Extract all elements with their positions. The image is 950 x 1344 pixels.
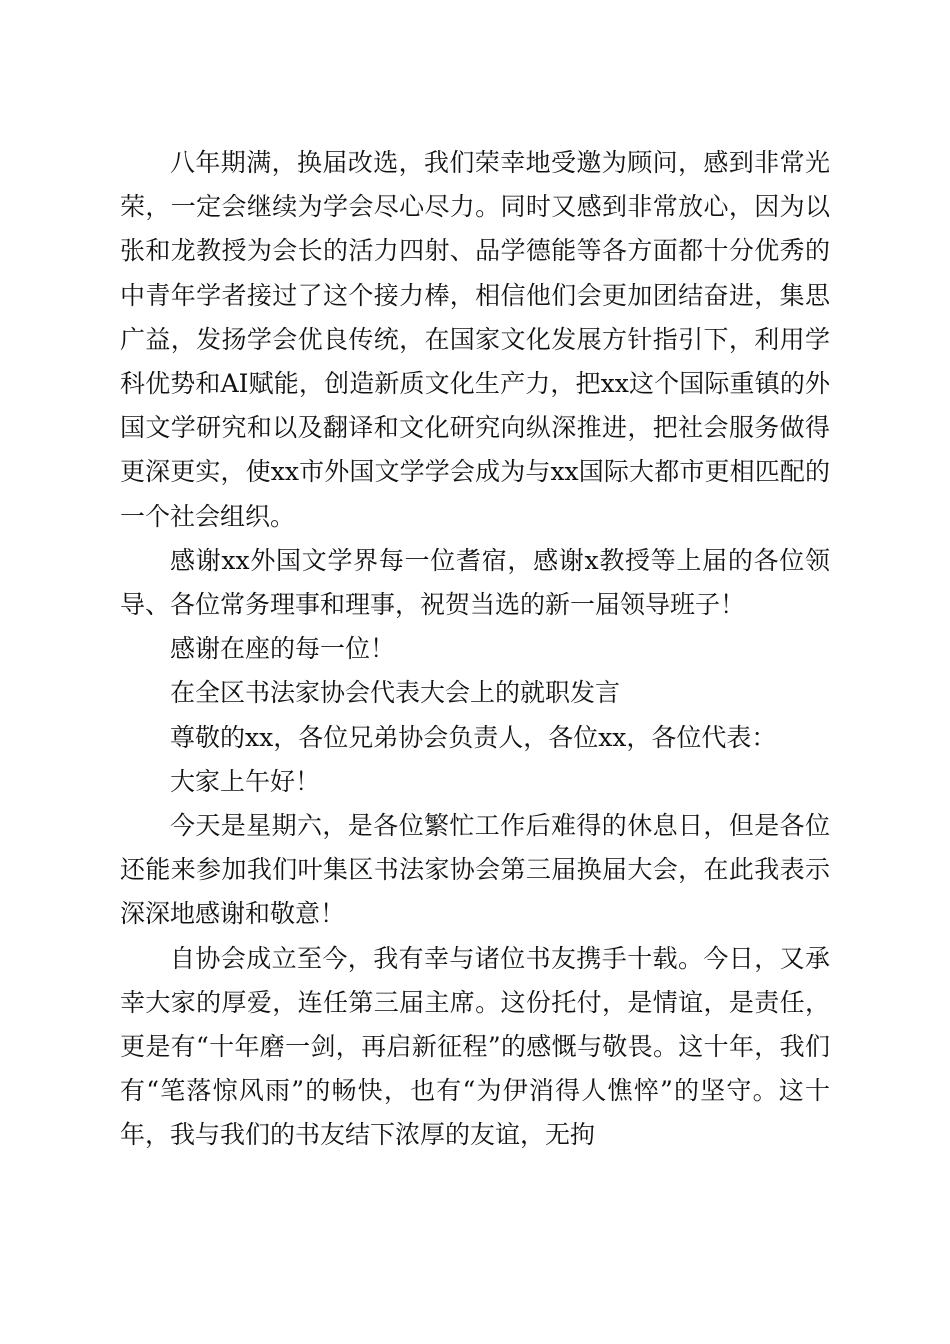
speech-title: 在全区书法家协会代表大会上的就职发言 bbox=[170, 678, 621, 708]
paragraph-thanks-elders: 感谢xx外国文学界每一位耆宿，感谢x教授等上届的各位领导、各位常务理事和理事，祝贺当选的新一届领导班子！ bbox=[120, 545, 830, 620]
document-body bbox=[120, 141, 830, 1158]
greeting: 大家上午好！ bbox=[170, 766, 321, 796]
paragraph-thanks-attendees: 感谢在座的每一位！ bbox=[170, 634, 396, 664]
paragraph-gratitude: 今天是星期六，是各位繁忙工作后难得的休息日，但是各位还能来参加我们叶集区书法家协会第三届换届大会，在此我表示深深地感谢和敬意！ bbox=[120, 811, 830, 929]
salutation: 尊敬的xx，各位兄弟协会负责人，各位xx，各位代表： bbox=[170, 722, 777, 752]
paragraph-ten-years: 自协会成立至今，我有幸与诸位书友携手十载。今日，又承幸大家的厚爱，连任第三届主席。这份托付，是情谊，是责任，更是有“十年磨一剑，再启新征程”的感慨与敬畏。这十年，我们有“笔落惊风雨”的畅快，也有“为伊消得人憔悴”的坚守。这十年，我与我们的书友结下浓厚的友谊，无拘 bbox=[120, 943, 830, 1150]
paragraph-advisor-appointment: 八年期满，换届改选，我们荣幸地受邀为顾问，感到非常光荣，一定会继续为学会尽心尽力。同时又感到非常放心，因为以张和龙教授为会长的活力四射、品学德能等各方面都十分优秀的中青年学者接过了这个接力棒，相信他们会更加团结奋进，集思广益，发扬学会优良传统，在国家文化发展方针指引下，利用学科优势和AI赋能，创造新质文化生产力，把xx这个国际重镇的外国文学研究和以及翻译和文化研究向纵深推进，把社会服务做得更深更实，使xx市外国文学学会成为与xx国际大都市更相匹配的一个社会组织。 bbox=[120, 148, 830, 531]
